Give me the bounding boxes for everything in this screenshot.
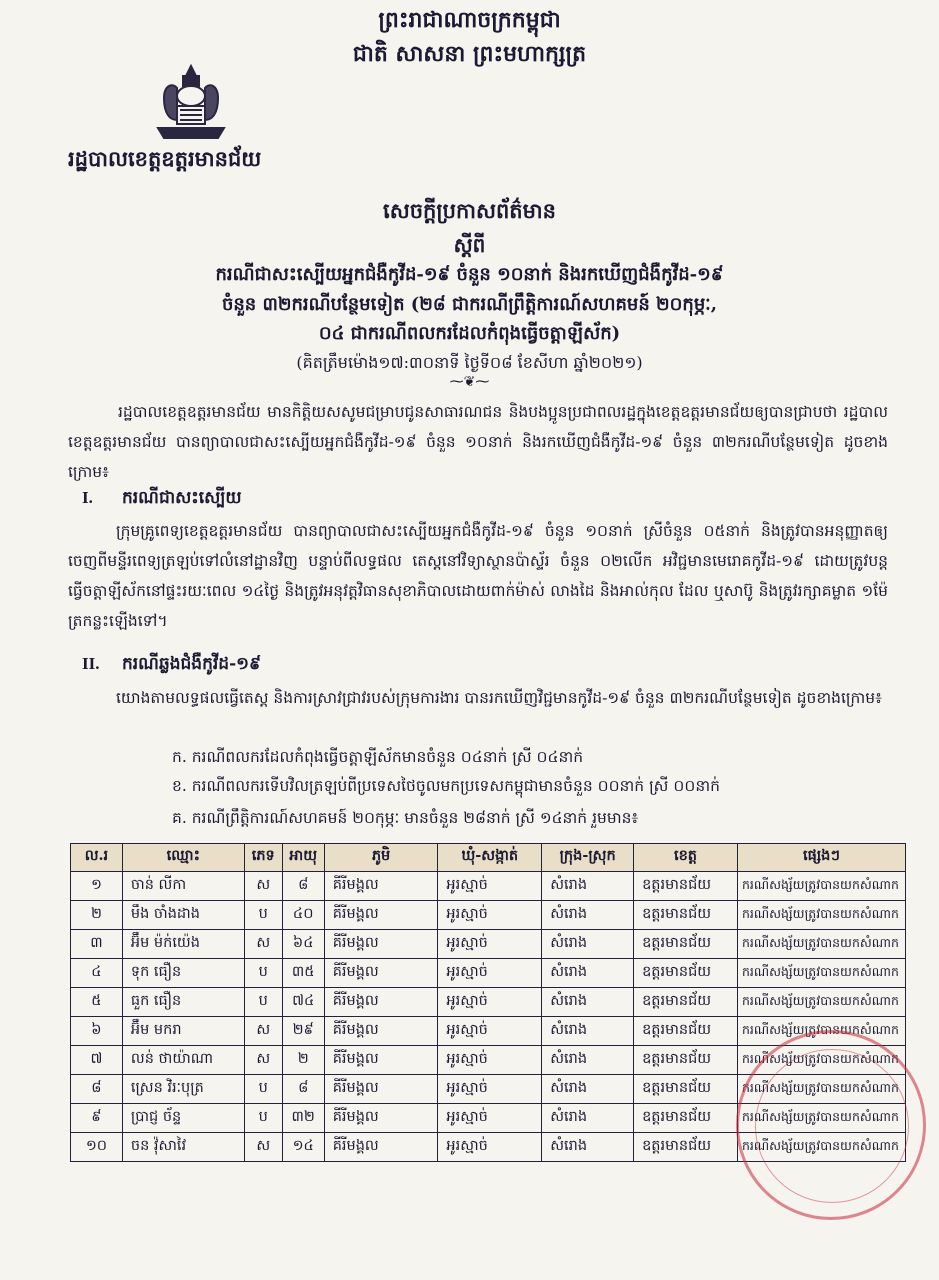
table-cell: ស	[244, 1133, 282, 1162]
table-row	[71, 988, 906, 1017]
table-cell: ករណីសង្ស័យត្រូវបានយកសំណាក	[737, 930, 905, 959]
table-cell: ករណីសង្ស័យត្រូវបានយកសំណាក	[737, 988, 905, 1017]
table-cell: ឧត្តរមានជ័យ	[634, 930, 738, 959]
table-cell: ករណីសង្ស័យត្រូវបានយកសំណាក	[737, 1046, 905, 1075]
table-cell: ឧត្តរមានជ័យ	[634, 1075, 738, 1104]
table-cell: អូរស្មាច់	[438, 988, 542, 1017]
table-cell: ករណីសង្ស័យត្រូវបានយកសំណាក	[737, 959, 905, 988]
table-cell: ករណីសង្ស័យត្រូវបានយកសំណាក	[737, 872, 905, 901]
section-recovered-heading	[82, 487, 242, 512]
table-row	[71, 872, 906, 901]
table-cell: ៤០	[282, 901, 324, 930]
column-header: អាយុ	[282, 844, 324, 872]
table-header-row	[71, 844, 906, 872]
table-cell: គីរីមង្គល	[324, 930, 438, 959]
table-cell: អូរស្មាច់	[438, 872, 542, 901]
table-cell: ៦៤	[282, 930, 324, 959]
table-cell: ឧត្តរមានជ័យ	[634, 1133, 738, 1162]
table-cell: ៩	[71, 1104, 123, 1133]
table-cell: សំរោង	[542, 901, 634, 930]
table-cell: សំរោង	[542, 1104, 634, 1133]
table-cell: ឧត្តរមានជ័យ	[634, 901, 738, 930]
table-cell: ៨	[282, 1075, 324, 1104]
table-cell: សំរោង	[542, 1133, 634, 1162]
case-category-item: ក. ករណីពលករដែលកំពុងធ្វើចត្តាឡីស័កមានចំនួន ០៤នាក់ ស្រី ០៤នាក់	[172, 748, 584, 766]
table-cell: ស	[244, 1017, 282, 1046]
royal-emblem-icon	[150, 62, 232, 142]
column-header: ឈ្មោះ	[122, 844, 244, 872]
table-cell: ១៤	[282, 1133, 324, 1162]
table-cell: ករណីសង្ស័យត្រូវបានយកសំណាក	[737, 1133, 905, 1162]
table-row	[71, 930, 906, 959]
table-row	[71, 959, 906, 988]
section-recovered-text: ក្រុមគ្រូពេទ្យខេត្តឧត្តរមានជ័យ បានព្យាបាលជាសះស្បើយអ្នកជំងឺកូវីដ-១៩ ចំនួន ១០នាក់ ស្រីចំនួន ០៥នាក់ និងត្រូវបានអនុញ្ញាតឲ្យចេញពីមន្ទីរពេទ្យត្រឡប់ទៅលំនៅដ្ឋានវិញ បន្ទាប់ពីលទ្ធផល តេស្តនៅវិទ្យាស្ថានប៉ាស្ទ័រ ចំនួន ០២លើក អវិជ្ជមានមេរោគកូវីដ-១៩ ដោយត្រូវបន្តធ្វើចត្តាឡីស័កនៅផ្ទះរយៈពេល ១៤ថ្ងៃ និងត្រូវអនុវត្តវិធានសុខាភិបាលដោយពាក់ម៉ាស់ លាងដៃ និងអាល់កុល ដែល ឬសាប៊ូ និងត្រូវរក្សាគម្លាត ១ម៉ែត្រកន្លះឡើងទៅ។	[68, 522, 888, 630]
notice-title: សេចក្តីប្រកាសព័ត៌មាន	[383, 198, 556, 223]
table-cell: ៣២	[282, 1104, 324, 1133]
table-cell: គីរីមង្គល	[324, 1046, 438, 1075]
table-cell: ១	[71, 872, 123, 901]
table-cell: ឧត្តរមានជ័យ	[634, 1046, 738, 1075]
table-cell: ប	[244, 959, 282, 988]
table-cell: ឧត្តរមានជ័យ	[634, 1104, 738, 1133]
table-cell: គីរីមង្គល	[324, 959, 438, 988]
column-header: ក្រុង-ស្រុក	[542, 844, 634, 872]
notice-about: ស្តីពី	[453, 233, 486, 257]
table-cell: ប្រាជ្ញ ច័ន្ទ	[122, 1104, 244, 1133]
table-cell: ករណីសង្ស័យត្រូវបានយកសំណាក	[737, 1104, 905, 1133]
table-cell: គីរីមង្គល	[324, 1017, 438, 1046]
table-cell: អូរស្មាច់	[438, 901, 542, 930]
notice-subject-line2: ចំនួន ៣២ករណីបន្ថែមទៀត (២៨ ជាករណីព្រឹត្តិការណ៍សហគមន៍ ២០កុម្ភៈ,	[221, 294, 718, 315]
table-cell: សំរោង	[542, 1046, 634, 1075]
table-cell: អ៊ឹម ម៉ក់យ៉េង	[122, 930, 244, 959]
column-header: ល.រ	[71, 844, 123, 872]
table-cell: អូរស្មាច់	[438, 1104, 542, 1133]
table-cell: គីរីមង្គល	[324, 1104, 438, 1133]
table-cell: ២	[71, 901, 123, 930]
table-cell: ៧	[71, 1046, 123, 1075]
table-cell: ៨	[282, 872, 324, 901]
table-cell: ចន វ៉ុសាវៃ	[122, 1133, 244, 1162]
table-cell: ប	[244, 1075, 282, 1104]
table-cell: សំរោង	[542, 959, 634, 988]
table-cell: ឧត្តរមានជ័យ	[634, 872, 738, 901]
notice-as-of-date: (គិតត្រឹមម៉ោង១៧:៣០នាទី ថ្ងៃទី០៨ ខែសីហា ឆ្នាំ២០២១)	[296, 353, 643, 372]
table-cell: ១០	[71, 1133, 123, 1162]
section-title: ករណីឆ្លងជំងឺកូវីដ-១៩	[122, 654, 262, 674]
section-infected-heading	[82, 653, 261, 678]
table-cell: អូរស្មាច់	[438, 1133, 542, 1162]
table-cell: អូរស្មាច់	[438, 1017, 542, 1046]
table-cell: អូរស្មាច់	[438, 1075, 542, 1104]
table-cell: មឹង ចាំងដាង	[122, 901, 244, 930]
table-cell: សំរោង	[542, 930, 634, 959]
table-cell: ប	[244, 901, 282, 930]
table-cell: ស	[244, 872, 282, 901]
table-cell: ៨	[71, 1075, 123, 1104]
table-row	[71, 1017, 906, 1046]
table-cell: គីរីមង្គល	[324, 1075, 438, 1104]
column-header: ឃុំ-សង្កាត់	[438, 844, 542, 872]
column-header: ផ្សេងៗ	[737, 844, 905, 872]
table-cell: ករណីសង្ស័យត្រូវបានយកសំណាក	[737, 901, 905, 930]
seal-inner-ring	[755, 1049, 909, 1203]
table-cell: ប	[244, 1104, 282, 1133]
notice-subject-line3: ០៤ ជាករណីពលករដែលកំពុងធ្វើចត្តាឡីស័ក)	[318, 323, 621, 344]
kingdom-motto-line2: ជាតិ សាសនា ព្រះមហាក្សត្រ	[352, 41, 587, 67]
table-cell: សំរោង	[542, 988, 634, 1017]
table-cell: ៥	[71, 988, 123, 1017]
table-cell: គីរីមង្គល	[324, 988, 438, 1017]
section-infected-text: យោងតាមលទ្ធផលធ្វើតេស្ត និងការស្រាវជ្រាវរបស់ក្រុមការងារ បានរកឃើញវិជ្ជមានកូវីដ-១៩ ចំនួន ៣២ករណីបន្ថែមទៀត ដូចខាងក្រោម៖	[116, 689, 882, 707]
table-cell: ស្រេន វិរៈបុត្រ	[122, 1075, 244, 1104]
table-cell: សំរោង	[542, 1075, 634, 1104]
table-cell: ករណីសង្ស័យត្រូវបានយកសំណាក	[737, 1017, 905, 1046]
notice-subject-line1: ករណីជាសះស្បើយអ្នកជំងឺកូវីដ-១៩ ចំនួន ១០នាក់ និងរកឃើញជំងឺកូវីដ-១៩	[215, 264, 724, 285]
table-cell: ឧត្តរមានជ័យ	[634, 1017, 738, 1046]
table-cell: គីរីមង្គល	[324, 1133, 438, 1162]
table-cell: ២	[282, 1046, 324, 1075]
intro-paragraph: រដ្ឋបាលខេត្តឧត្តរមានជ័យ មានកិត្តិយសសូមជម្រាបជូនសាធារណជន និងបងប្អូនប្រជាពលរដ្ឋក្នុងខេត្តឧត្តរមានជ័យឲ្យបានជ្រាបថា រដ្ឋបាលខេត្តឧត្តរមានជ័យ បានព្យាបាលជាសះស្បើយអ្នកជំងឺកូវីដ-១៩ ចំនួន ១០នាក់ និងរកឃើញជំងឺកូវីដ-១៩ ចំនួន ៣២ករណីបន្ថែមទៀត ដូចខាងក្រោម៖	[68, 403, 888, 481]
table-cell: ឧត្តរមានជ័យ	[634, 959, 738, 988]
table-cell: ករណីសង្ស័យត្រូវបានយកសំណាក	[737, 1075, 905, 1104]
table-cell: ៦	[71, 1017, 123, 1046]
column-header: ភូមិ	[324, 844, 438, 872]
case-category-item: ខ. ករណីពលករទើបវិលត្រឡប់ពីប្រទេសថៃចូលមកប្រទេសកម្ពុជាមានចំនួន ០០នាក់ ស្រី ០០នាក់	[172, 777, 720, 795]
section-number: I.	[82, 488, 93, 507]
table-cell: សំរោង	[542, 1017, 634, 1046]
table-cell: ប	[244, 988, 282, 1017]
table-cell: ស	[244, 930, 282, 959]
section-title: ករណីជាសះស្បើយ	[122, 488, 242, 508]
table-cell: គីរីមង្គល	[324, 872, 438, 901]
official-seal-icon	[736, 1030, 926, 1220]
column-header: ខេត្ត	[634, 844, 738, 872]
table-cell: ២៩	[282, 1017, 324, 1046]
table-cell: ៣៥	[282, 959, 324, 988]
table-cell: ទុក ធឿន	[122, 959, 244, 988]
table-cell: អ៊ឹម មករា	[122, 1017, 244, 1046]
table-cell: ៧៤	[282, 988, 324, 1017]
table-cell: ចាន់ លីកា	[122, 872, 244, 901]
case-category-item: គ. ករណីព្រឹត្តិការណ៍សហគមន៍ ២០កុម្ភៈ មានចំនួន ២៨នាក់ ស្រី ១៤នាក់ រួមមាន៖	[172, 809, 639, 827]
ornament-divider: ⁓❦⁓	[449, 374, 490, 390]
table-cell: សំរោង	[542, 872, 634, 901]
table-cell: ស	[244, 1046, 282, 1075]
table-cell: អូរស្មាច់	[438, 1046, 542, 1075]
table-cell: ឧត្តរមានជ័យ	[634, 988, 738, 1017]
kingdom-motto-line1: ព្រះរាជាណាចក្រកម្ពុជា	[378, 7, 561, 33]
provincial-administration-name: រដ្ឋបាលខេត្តឧត្តរមានជ័យ	[68, 146, 262, 171]
table-cell: អូរស្មាច់	[438, 930, 542, 959]
table-cell: គីរីមង្គល	[324, 901, 438, 930]
section-number: II.	[82, 654, 100, 673]
table-row	[71, 901, 906, 930]
table-cell: ធួក ធឿន	[122, 988, 244, 1017]
table-cell: ៤	[71, 959, 123, 988]
column-header: ភេទ	[244, 844, 282, 872]
table-cell: ៣	[71, 930, 123, 959]
table-cell: អូរស្មាច់	[438, 959, 542, 988]
table-cell: លន់ ថាយ៉ាណា	[122, 1046, 244, 1075]
